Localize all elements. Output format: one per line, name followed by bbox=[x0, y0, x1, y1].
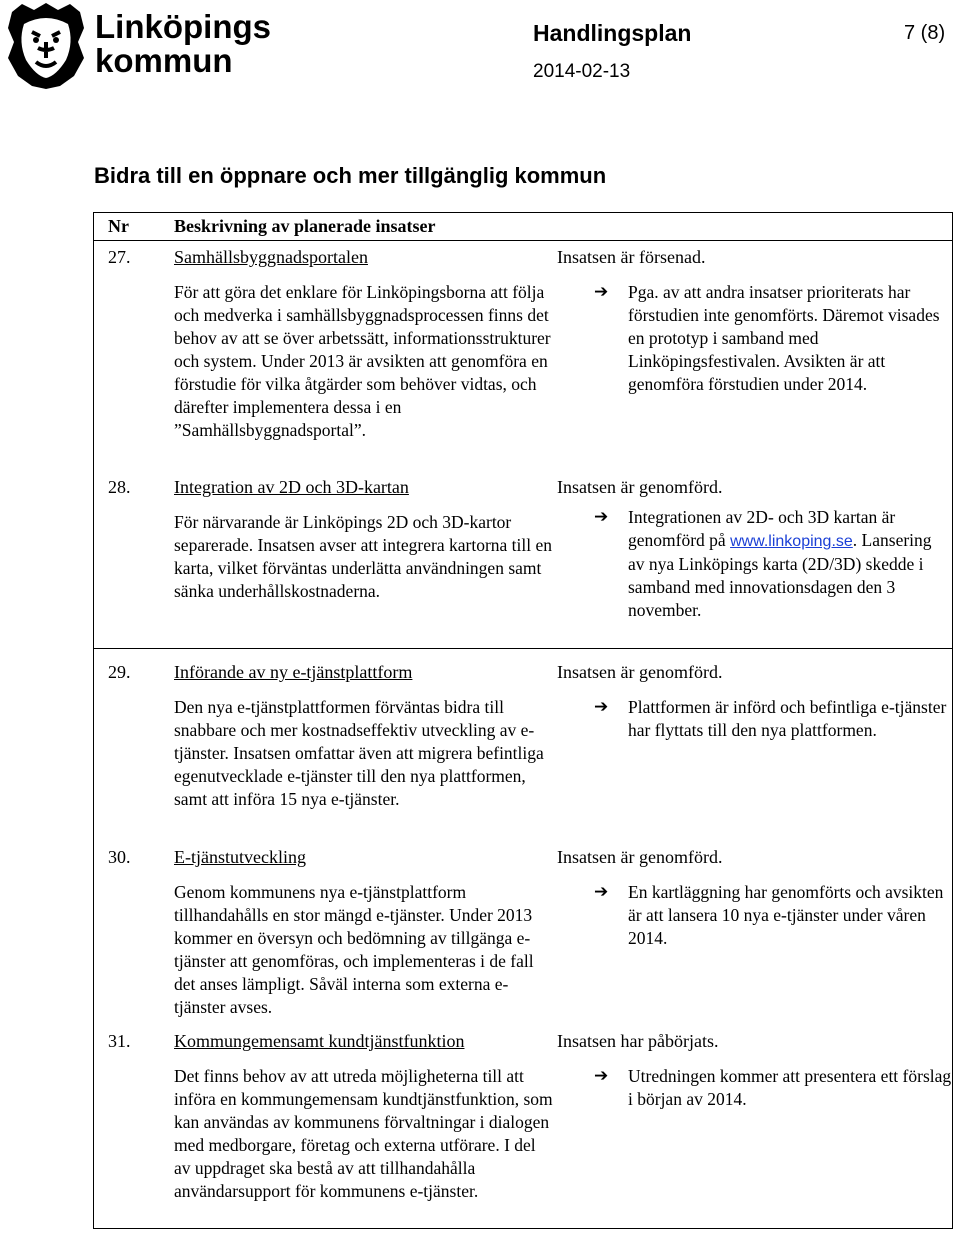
document-date: 2014-02-13 bbox=[533, 61, 631, 82]
table-header-divider bbox=[93, 240, 953, 241]
website-link[interactable]: www.linkoping.se bbox=[730, 533, 853, 550]
row-title: Integration av 2D och 3D-kartan bbox=[174, 477, 409, 497]
row-note-text: Pga. av att andra insatser prioriterats har förstudien inte genomförts. Däremot visades en prototyp i samband med Linköpingsfestivalen. Avsikten är att genomföra förstudien under 2014. bbox=[628, 282, 940, 394]
row-note bbox=[594, 1065, 952, 1111]
row-number: 29. bbox=[108, 662, 131, 682]
column-header-nr: Nr bbox=[108, 216, 129, 236]
row-status: Insatsen är genomförd. bbox=[557, 477, 723, 497]
row-note-text: Utredningen kommer att presentera ett förslag i början av 2014. bbox=[628, 1066, 952, 1109]
row-note bbox=[594, 696, 952, 742]
org-line-2: kommun bbox=[95, 42, 233, 79]
row-status: Insatsen är genomförd. bbox=[557, 847, 723, 867]
row-status: Insatsen är genomförd. bbox=[557, 662, 723, 682]
arrow-bullet-icon: ➔ bbox=[594, 1066, 609, 1086]
row-title: Införande av ny e-tjänstplattform bbox=[174, 662, 413, 682]
row-note bbox=[594, 881, 952, 950]
row-number: 31. bbox=[108, 1031, 131, 1051]
row-title: E-tjänstutveckling bbox=[174, 847, 306, 867]
note-text-after-link: . Lansering av nya Linköpings karta (2D/3D) skedde i samband med innovationsdagen den 3 november. bbox=[628, 530, 932, 620]
row-description: För att göra det enklare för Linköpingsborna att följa och medverka i samhällsbyggnadsprocessen finns det behov av att se över arbetssätt, informationsstrukturer och system. Under 2013 är avsikten att genomföra en förstudie för vilka åtgärder som behöver vidtas, och därefter implementera dessa i en ”Samhällsbyggnadsportal”. bbox=[174, 282, 551, 440]
row-note-text: En kartläggning har genomförts och avsikten är att lansera 10 nya e-tjänster under våren 2014. bbox=[628, 882, 944, 948]
row-title: Samhällsbyggnadsportalen bbox=[174, 247, 368, 267]
arrow-bullet-icon: ➔ bbox=[594, 697, 609, 717]
section-title: Bidra till en öppnare och mer tillgänglig kommun bbox=[94, 163, 607, 188]
row-number: 27. bbox=[108, 247, 131, 267]
organization-name bbox=[95, 10, 271, 78]
arrow-bullet-icon: ➔ bbox=[594, 507, 609, 527]
row-status: Insatsen är försenad. bbox=[557, 247, 706, 267]
row-number: 30. bbox=[108, 847, 131, 867]
column-header-description: Beskrivning av planerade insatser bbox=[174, 216, 436, 236]
row-note-text: Plattformen är införd och befintliga e-tjänster har flyttats till den nya plattformen. bbox=[628, 697, 947, 740]
row-description: För närvarande är Linköpings 2D och 3D-kartor separerade. Insatsen avser att integrera kartorna till en karta, vilket förväntas underlätta användningen samt sänka underhållskostnaderna. bbox=[174, 512, 553, 601]
row-note-text bbox=[597, 506, 952, 622]
page-header bbox=[0, 0, 960, 95]
arrow-bullet-icon: ➔ bbox=[594, 882, 609, 902]
row-status: Insatsen har påbörjats. bbox=[557, 1031, 719, 1051]
row-description: Genom kommunens nya e-tjänstplattform tillhandahålls en stor mängd e-tjänster. Under 2013 kommer en översyn och bedömning av tillgänga e-tjänster att genomföras, och implementeras i de fall det anses lämpligt. Såväl interna som externa e-tjänster avses. bbox=[174, 882, 534, 1017]
arrow-bullet-icon: ➔ bbox=[594, 282, 609, 302]
row-description: Den nya e-tjänstplattformen förväntas bidra till snabbare och mer kostnadseffektiv utveckling av e-tjänster. Insatsen omfattar även att migrera befintliga egenutvecklade e-tjänster till den nya plattformen, samt att införa 15 nya e-tjänster. bbox=[174, 697, 544, 809]
page-number: 7 (8) bbox=[904, 22, 946, 44]
row-divider bbox=[93, 648, 953, 649]
row-number: 28. bbox=[108, 477, 131, 497]
document-title: Handlingsplan bbox=[533, 20, 692, 46]
row-note bbox=[594, 281, 952, 396]
row-title: Kommungemensamt kundtjänstfunktion bbox=[174, 1031, 465, 1051]
note-text-before-link: Integrationen av 2D- och 3D kartan är genomförd på bbox=[628, 507, 896, 550]
row-note bbox=[594, 506, 952, 622]
row-description: Det finns behov av att utreda möjligheterna till att införa en kommungemensam kundtjänstfunktion, som kan användas av kommunens förvaltningar i dialogen med medborgare, företag och externa utförare. I del av uppdraget ska bestå av att tillhandahålla användarsupport för kommunens e-tjänster. bbox=[174, 1066, 553, 1201]
org-line-1: Linköpings bbox=[95, 8, 271, 45]
lion-head-logo bbox=[4, 2, 88, 90]
